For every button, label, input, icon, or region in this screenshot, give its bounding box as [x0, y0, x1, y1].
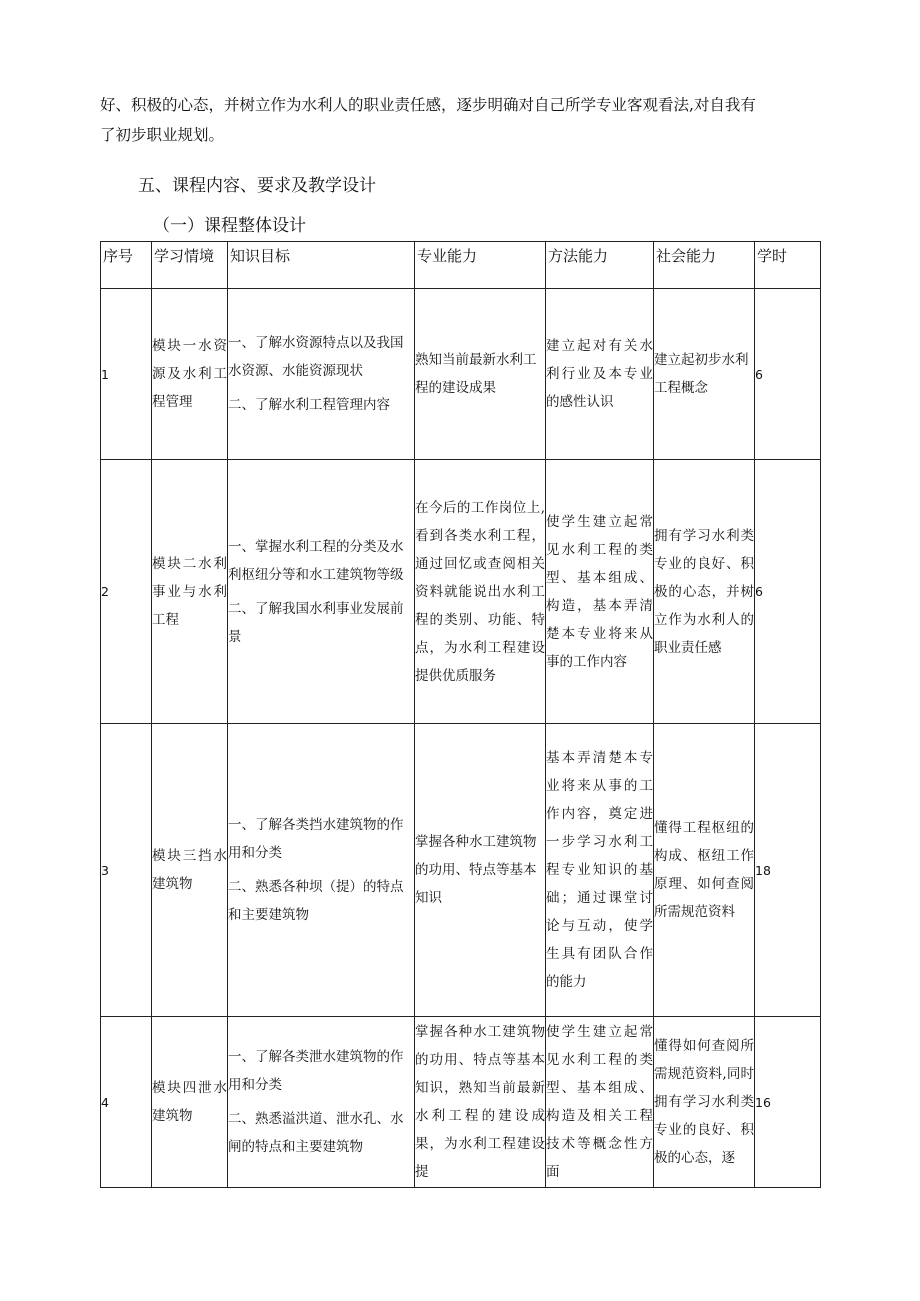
row-method: 使学生建立起常见水利工程的类型、基本组成、构造及相关工程技术等概念性方面	[546, 1017, 654, 1188]
intro-line-2: 了初步职业规划。	[100, 126, 225, 144]
section-heading: 五、课程内容、要求及教学设计	[138, 176, 376, 196]
table-row	[101, 289, 821, 460]
row-no: 2	[101, 460, 152, 724]
row-social: 拥有学习水利类专业的良好、积极的心态，并树立作为水利人的职业责任感	[654, 460, 755, 724]
intro-line-1: 好、积极的心态，并树立作为水利人的职业责任感，逐步明确对自己所学专业客观看法,对自我有	[100, 96, 756, 114]
row-knowledge	[228, 289, 415, 460]
table-row	[101, 460, 821, 724]
table-row	[101, 724, 821, 1017]
row-social: 懂得工程枢纽的构成、枢纽工作原理、如何查阅所需规范资料	[654, 724, 755, 1017]
intro-paragraph	[100, 90, 822, 150]
header-social: 社会能力	[654, 242, 755, 289]
header-method: 方法能力	[546, 242, 654, 289]
row-hours: 6	[755, 460, 821, 724]
knowledge-point: 二、熟悉各种坝（提）的特点和主要建筑物	[228, 879, 404, 923]
header-knowledge: 知识目标	[228, 242, 415, 289]
header-no: 序号	[101, 242, 152, 289]
row-knowledge	[228, 724, 415, 1017]
row-hours: 6	[755, 289, 821, 460]
row-no: 1	[101, 289, 152, 460]
row-social: 懂得如何查阅所需规范资料,同时拥有学习水利类专业的良好、积极的心态，逐	[654, 1017, 755, 1188]
row-professional: 掌握各种水工建筑物的功用、特点等基本知识	[415, 724, 546, 1017]
row-no: 4	[101, 1017, 152, 1188]
table-header-row	[101, 242, 821, 289]
row-method: 基本弄清楚本专业将来从事的工作内容，奠定进一步学习水利工程专业知识的基础；通过课堂讨论与互动，使学生具有团队合作的能力	[546, 724, 654, 1017]
row-context: 模块三挡水建筑物	[152, 724, 228, 1017]
knowledge-point: 一、了解各类泄水建筑物的作用和分类	[228, 1049, 404, 1093]
row-method: 使学生建立起常见水利工程的类型、基本组成、构造，基本弄清楚本专业将来从事的工作内容	[546, 460, 654, 724]
knowledge-point: 二、了解我国水利事业发展前景	[228, 600, 404, 645]
section-subheading: （一）课程整体设计	[153, 216, 306, 236]
row-social: 建立起初步水利工程概念	[654, 289, 755, 460]
row-hours: 18	[755, 724, 821, 1017]
row-context: 模块四泄水建筑物	[152, 1017, 228, 1188]
table-row	[101, 1017, 821, 1188]
row-professional: 掌握各种水工建筑物的功用、特点等基本知识，熟知当前最新水利工程的建设成果，为水利工程建设提	[415, 1017, 546, 1188]
knowledge-point: 二、熟悉溢洪道、泄水孔、水闸的特点和主要建筑物	[228, 1111, 404, 1155]
row-method: 建立起对有关水利行业及本专业的感性认识	[546, 289, 654, 460]
knowledge-point: 二、了解水利工程管理内容	[228, 397, 390, 413]
row-hours: 16	[755, 1017, 821, 1188]
course-design-table	[100, 241, 821, 1188]
row-knowledge	[228, 460, 415, 724]
header-professional: 专业能力	[415, 242, 546, 289]
header-hours: 学时	[755, 242, 821, 289]
row-context: 模块一水资源及水利工程管理	[152, 289, 228, 460]
knowledge-point: 一、了解水资源特点以及我国水资源、水能资源现状	[228, 335, 404, 379]
row-knowledge	[228, 1017, 415, 1188]
header-context: 学习情境	[152, 242, 228, 289]
row-no: 3	[101, 724, 152, 1017]
row-context: 模块二水利事业与水利工程	[152, 460, 228, 724]
row-professional: 熟知当前最新水利工程的建设成果	[415, 289, 546, 460]
knowledge-point: 一、掌握水利工程的分类及水利枢纽分等和水工建筑物等级	[228, 538, 404, 583]
row-professional: 在今后的工作岗位上,看到各类水利工程，通过回忆或查阅相关资料就能说出水利工程的类别、功能、特点，为水利工程建设提供优质服务	[415, 460, 546, 724]
knowledge-point: 一、了解各类挡水建筑物的作用和分类	[228, 817, 404, 861]
